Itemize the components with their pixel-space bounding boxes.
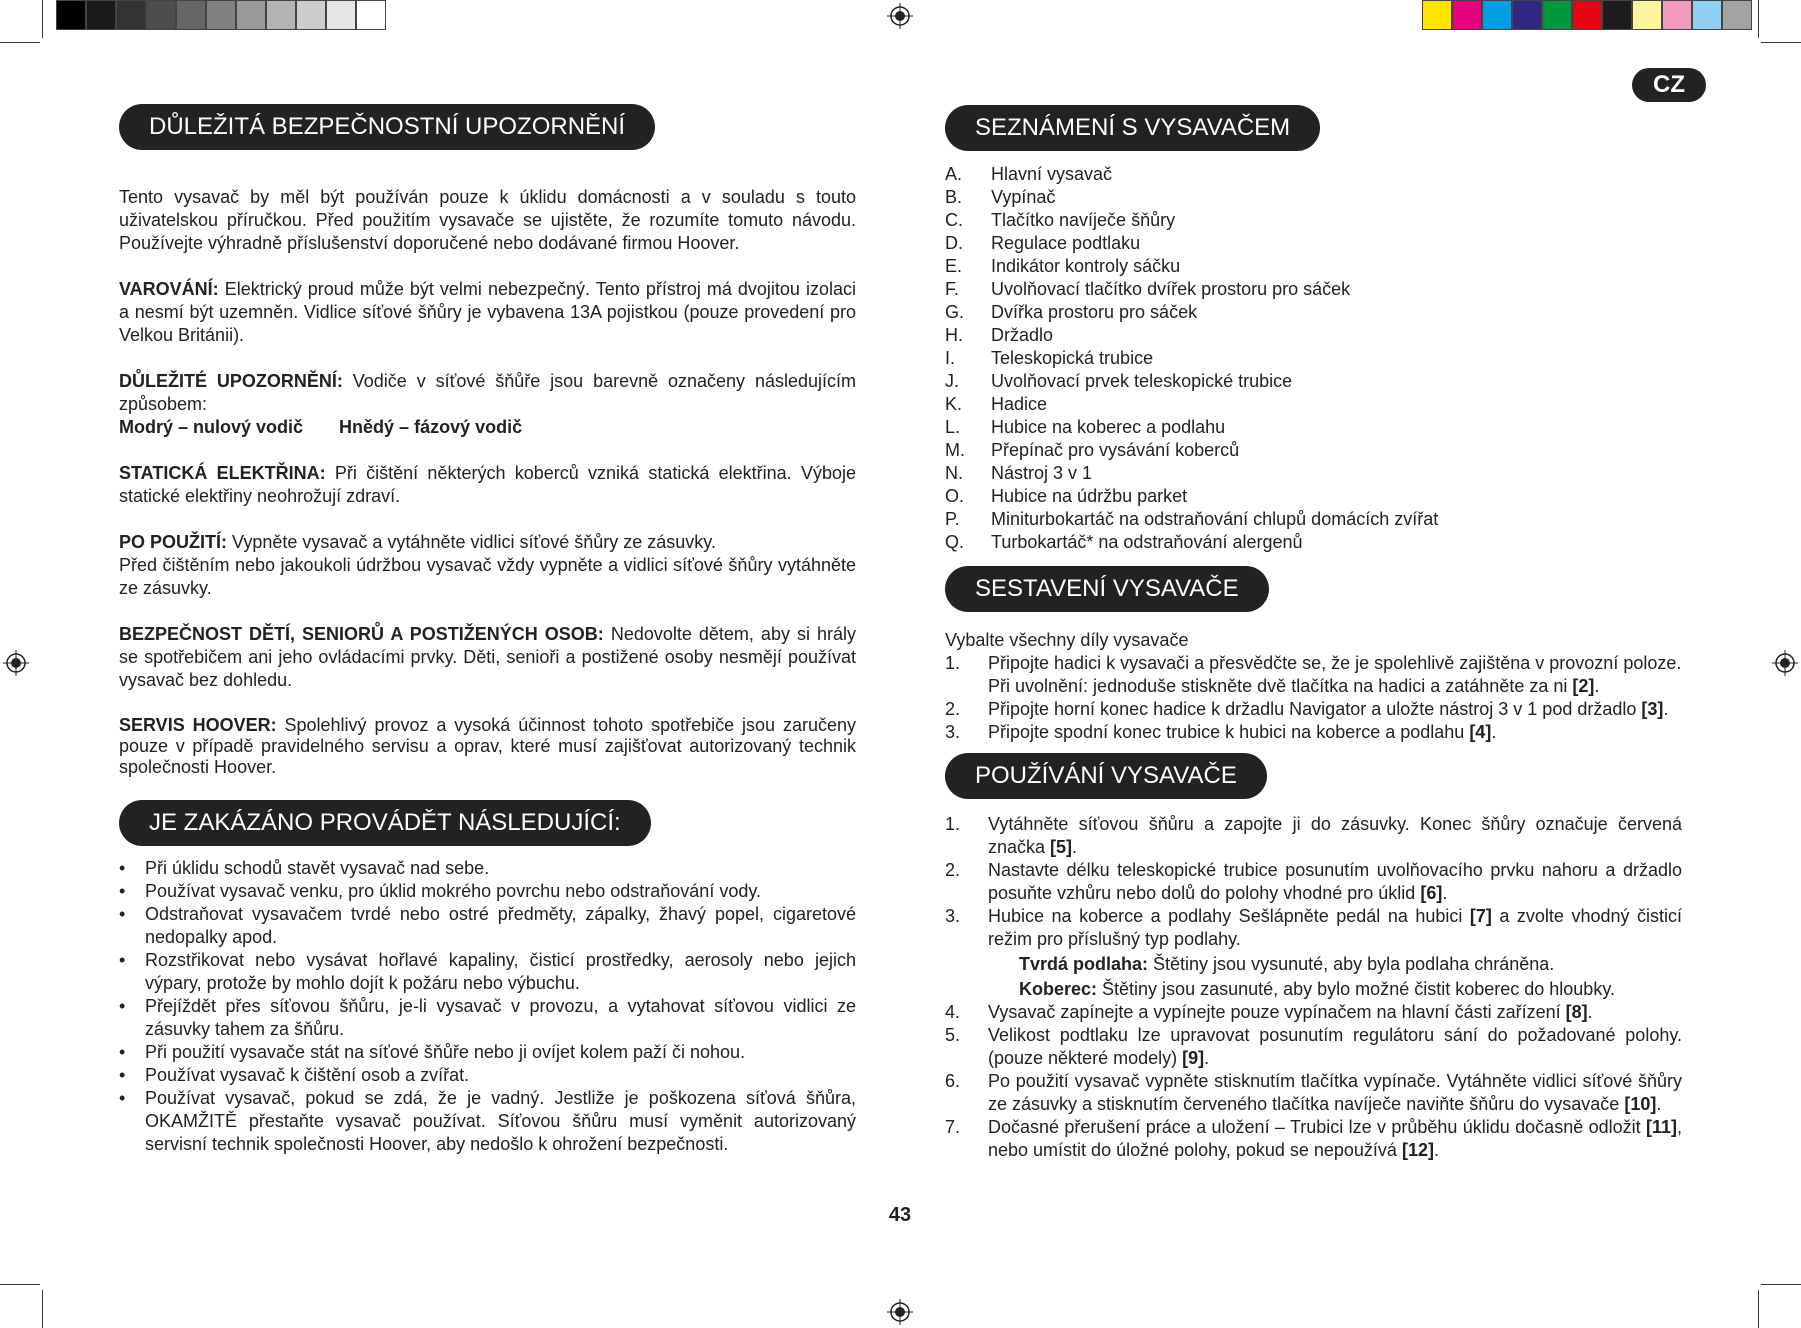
safety-section (119, 186, 856, 801)
crop-mark (42, 1290, 43, 1328)
bullet: • (119, 881, 126, 901)
list-item: 3. Připojte spodní konec trubice k hubici na koberce a podlahu [4]. (945, 722, 1497, 742)
page-number: 43 (888, 1204, 912, 1226)
parts-legend-key: Q. (945, 532, 965, 552)
after-use-text: Vypněte vysavač a vytáhněte vidlici síťové šňůry ze zásuvky. (227, 532, 716, 552)
parts-legend-label: Regulace podtlaku (991, 233, 1141, 253)
parts-legend-item (945, 416, 1438, 439)
crop-mark (0, 1284, 40, 1285)
parts-legend-key: B. (945, 187, 963, 207)
parts-legend-label: Tlačítko navíječe šňůry (991, 210, 1176, 230)
bullet: • (119, 904, 126, 924)
parts-legend-item (945, 370, 1438, 393)
parts-legend-label: Uvolňovací tlačítko dvířek prostoru pro sáček (991, 279, 1351, 299)
list-item: • Při úklidu schodů stavět vysavač nad sebe. (119, 858, 490, 878)
service-text: Spolehlivý provoz a vysoká účinnost tohoto spotřebiče jsou zaručeny pouze v případě pravidelného servisu a oprav, které musí zajišťovat autorizovaný technik společnosti Hoover. (119, 715, 856, 777)
parts-legend-key: M. (945, 440, 965, 460)
parts-legend-key: A. (945, 164, 963, 184)
color-swatch (1692, 0, 1722, 30)
usage-heading: POUŽÍVÁNÍ VYSAVAČE (945, 753, 1267, 799)
list-item: • Rozstřikovat nebo vysávat hořlavé kapaliny, čisticí prostředky, aerosoly nebo jejich výpary, protože by mohlo dojít k požáru nebo výbuchu. (119, 950, 856, 993)
children-safety-label: BEZPEČNOST DĚTÍ, SENIORŮ A POSTIŽENÝCH OSOB: (119, 624, 604, 644)
warning-text: Elektrický proud může být velmi nebezpečný. Tento přístroj má dvojitou izolaci a nesmí být uzemněn. Vidlice síťové šňůry je vybavena 13A pojistkou (pouze provedení pro Velkou Británii). (119, 279, 856, 345)
parts-legend-item (945, 347, 1438, 370)
wire-colors (119, 416, 856, 439)
parts-legend-item (945, 186, 1438, 209)
after-use-label: PO POUŽITÍ: (119, 532, 227, 552)
crop-mark (1758, 1290, 1759, 1328)
parts-legend-item (945, 209, 1438, 232)
color-swatch (1632, 0, 1662, 30)
list-item: 2. Nastavte délku teleskopické trubice posunutím uvolňovacího prvku nahoru a držadlo posuňte vzhůru nebo dolů do polohy vhodné pro úklid [6]. (945, 860, 1682, 903)
parts-legend-key: O. (945, 486, 965, 506)
language-badge: CZ (1632, 68, 1706, 102)
children-safety-text: Nedovolte dětem, aby si hrály se spotřebičem ani jeho ovládacími prvky. Děti, senioři a postižené osoby nesmějí používat vysavač bez dohledu. (119, 624, 856, 690)
list-item: • Používat vysavač, pokud se zdá, že je vadný. Jestliže je poškozena síťová šňůra, OKAMŽITĚ přestaňte vysavač používat. Síťovou šňůru musí vyměnit autorizovaný servisní technik společnosti Hoover, aby nedošlo k ohrožení bezpečnosti. (119, 1088, 856, 1154)
forbidden-heading: JE ZAKÁZÁNO PROVÁDĚT NÁSLEDUJÍCÍ: (119, 800, 651, 846)
parts-legend-label: Nástroj 3 v 1 (991, 463, 1093, 483)
parts-legend-item (945, 439, 1438, 462)
parts-legend-label: Přepínač pro vysávání koberců (991, 440, 1240, 460)
crop-mark (42, 0, 43, 38)
bullet: • (119, 858, 126, 878)
intro-heading: SEZNÁMENÍ S VYSAVAČEM (945, 105, 1320, 151)
color-swatch (1662, 0, 1692, 30)
important-paragraph (119, 370, 856, 416)
grayscale-calibration-bar (56, 0, 386, 30)
children-safety-paragraph (119, 623, 856, 692)
wire-brown: Hnědý – fázový vodič (339, 417, 523, 437)
gray-swatch (236, 0, 266, 30)
parts-legend-item (945, 278, 1438, 301)
warning-paragraph (119, 278, 856, 347)
intro-paragraph: Tento vysavač by měl být používán pouze k úklidu domácnosti a v souladu s touto uživatelskou příručkou. Před použitím vysavače se ujistěte, že rozumíte tomuto návodu. Používejte výhradně příslušenství doporučené nebo dodávané firmou Hoover. (119, 187, 856, 253)
parts-legend-item (945, 255, 1438, 278)
safety-heading: DŮLEŽITÁ BEZPEČNOSTNÍ UPOZORNĚNÍ (119, 104, 655, 150)
color-swatch (1572, 0, 1602, 30)
parts-legend-label: Miniturbokartáč na odstraňování chlupů domácích zvířat (991, 509, 1439, 529)
service-label: SERVIS HOOVER: (119, 715, 277, 735)
parts-legend-key: C. (945, 210, 963, 230)
after-use-paragraph (119, 531, 856, 600)
parts-legend-item (945, 462, 1438, 485)
parts-legend-key: L. (945, 417, 961, 437)
parts-legend-label: Hlavní vysavač (991, 164, 1113, 184)
list-item: • Přejíždět přes síťovou šňůru, je-li vysavač v provozu, a vytahovat síťovou vidlici ze zásuvky tahem za šňůru. (119, 996, 856, 1039)
parts-legend-key: J. (945, 371, 960, 391)
warning-label: VAROVÁNÍ: (119, 279, 219, 299)
parts-legend-item (945, 508, 1438, 531)
gray-swatch (356, 0, 386, 30)
parts-legend-item (945, 324, 1438, 347)
parts-legend-item (945, 393, 1438, 416)
parts-legend-item (945, 485, 1438, 508)
parts-legend-label: Indikátor kontroly sáčku (991, 256, 1181, 276)
parts-legend-label: Držadlo (991, 325, 1054, 345)
parts-legend-key: H. (945, 325, 963, 345)
list-item: • Odstraňovat vysavačem tvrdé nebo ostré předměty, zápalky, žhavý popel, cigaretové nedopalky apod. (119, 904, 856, 947)
parts-legend-label: Vypínač (991, 187, 1056, 207)
parts-legend-item (945, 531, 1438, 554)
gray-swatch (146, 0, 176, 30)
crop-mark (0, 42, 40, 43)
assembly-heading: SESTAVENÍ VYSAVAČE (945, 566, 1269, 612)
wire-blue: Modrý – nulový vodič (119, 417, 304, 437)
list-item: 4. Vysavač zapínejte a vypínejte pouze vypínačem na hlavní části zařízení [8]. (945, 1002, 1593, 1022)
gray-swatch (206, 0, 236, 30)
parts-legend-key: I. (945, 348, 956, 368)
parts-legend-label: Uvolňovací prvek teleskopické trubice (991, 371, 1293, 391)
crop-mark (1761, 1284, 1801, 1285)
crop-mark (1758, 0, 1759, 38)
bullet: • (119, 1065, 126, 1085)
bullet: • (119, 996, 126, 1016)
parts-legend-label: Teleskopická trubice (991, 348, 1154, 368)
color-swatch (1512, 0, 1542, 30)
assembly-section (945, 629, 1682, 744)
parts-legend-key: D. (945, 233, 963, 253)
gray-swatch (56, 0, 86, 30)
gray-swatch (326, 0, 356, 30)
color-swatch (1722, 0, 1752, 30)
parts-legend-key: E. (945, 256, 963, 276)
static-label: STATICKÁ ELEKTŘINA: (119, 463, 326, 483)
important-text: Vodiče v síťové šňůře jsou barevně označeny následujícím způsobem: (119, 371, 856, 414)
registration-mark-icon (3, 650, 29, 676)
parts-legend-key: G. (945, 302, 965, 322)
static-paragraph (119, 462, 856, 508)
after-use-text-2: Před čištěním nebo jakoukoli údržbou vysavač vždy vypněte a vidlici síťové šňůry vytáhněte ze zásuvky. (119, 555, 856, 598)
list-item: • Používat vysavač k čištění osob a zvířat. (119, 1065, 470, 1085)
color-swatch (1422, 0, 1452, 30)
list-item: 5. Velikost podtlaku lze upravovat posunutím regulátoru sání do požadované polohy. (pouze některé modely) [9]. (945, 1025, 1682, 1068)
parts-legend-label: Hadice (991, 394, 1048, 414)
parts-legend-key: K. (945, 394, 963, 414)
forbidden-list (119, 857, 856, 1156)
parts-legend-label: Hubice na koberec a podlahu (991, 417, 1226, 437)
parts-legend (945, 163, 1438, 554)
list-item: 1. Připojte hadici k vysavači a přesvědčte se, že je spolehlivě zajištěna v provozní poloze. Při uvolnění: jednoduše stiskněte dvě tlačítka na hadici a zatáhněte za ni [2]. (945, 653, 1682, 696)
gray-swatch (116, 0, 146, 30)
registration-mark-icon (1772, 650, 1798, 676)
parts-legend-item (945, 232, 1438, 255)
bullet: • (119, 1088, 126, 1108)
list-item: 6. Po použití vysavač vypněte stisknutím tlačítka vypínače. Vytáhněte vidlici síťové šňůry ze zásuvky a stisknutím červeného tlačítka navíječe naviňte šňůru do vysavače [10]. (945, 1071, 1682, 1114)
color-swatch (1452, 0, 1482, 30)
gray-swatch (296, 0, 326, 30)
color-swatch (1542, 0, 1572, 30)
crop-mark (1761, 42, 1801, 43)
color-swatch (1482, 0, 1512, 30)
gray-swatch (176, 0, 206, 30)
registration-mark-icon (887, 1299, 913, 1325)
color-calibration-bar (1422, 0, 1752, 30)
color-swatch (1602, 0, 1632, 30)
list-item: 3. Hubice na koberce a podlahy Sešlápněte pedál na hubici [7] a zvolte vhodný čisticí režim pro příslušný typ podlahy. (945, 906, 1682, 949)
list-item: • Při použití vysavače stát na síťové šňůře nebo ji ovíjet kolem paží či nohou. (119, 1042, 746, 1062)
assembly-intro: Vybalte všechny díly vysavače (945, 630, 1189, 650)
list-item: 2. Připojte horní konec hadice k držadlu Navigator a uložte nástroj 3 v 1 pod držadlo [3]. (945, 699, 1669, 719)
parts-legend-item (945, 163, 1438, 186)
parts-legend-key: F. (945, 279, 960, 299)
gray-swatch (266, 0, 296, 30)
parts-legend-label: Hubice na údržbu parket (991, 486, 1188, 506)
bullet: • (119, 950, 126, 970)
important-label: DŮLEŽITÉ UPOZORNĚNÍ: (119, 371, 343, 391)
list-item: 7. Dočasné přerušení práce a uložení – Trubici lze v průběhu úklidu dočasně odložit [11], nebo umístit do úložné polohy, pokud se nepoužívá [12]. (945, 1117, 1682, 1160)
list-item: • Používat vysavač venku, pro úklid mokrého povrchu nebo odstraňování vody. (119, 881, 762, 901)
parts-legend-item (945, 301, 1438, 324)
usage-section (945, 813, 1682, 1162)
parts-legend-label: Dvířka prostoru pro sáček (991, 302, 1198, 322)
bullet: • (119, 1042, 126, 1062)
parts-legend-key: P. (945, 509, 960, 529)
floor-mode-hard: Tvrdá podlaha: Štětiny jsou vysunuté, aby byla podlaha chráněna. (1019, 954, 1555, 974)
gray-swatch (86, 0, 116, 30)
static-text: Při čištění některých koberců vzniká statická elektřina. Výboje statické elektřiny neohrožují zdraví. (119, 463, 856, 506)
registration-mark-icon (887, 3, 913, 29)
parts-legend-key: N. (945, 463, 963, 483)
floor-mode-carpet: Koberec: Štětiny jsou zasunuté, aby bylo možné čistit koberec do hloubky. (1019, 979, 1615, 999)
list-item: 1. Vytáhněte síťovou šňůru a zapojte ji do zásuvky. Konec šňůry označuje červená značka [5]. (945, 814, 1682, 857)
service-paragraph (119, 715, 856, 778)
parts-legend-label: Turbokartáč* na odstraňování alergenů (991, 532, 1303, 552)
